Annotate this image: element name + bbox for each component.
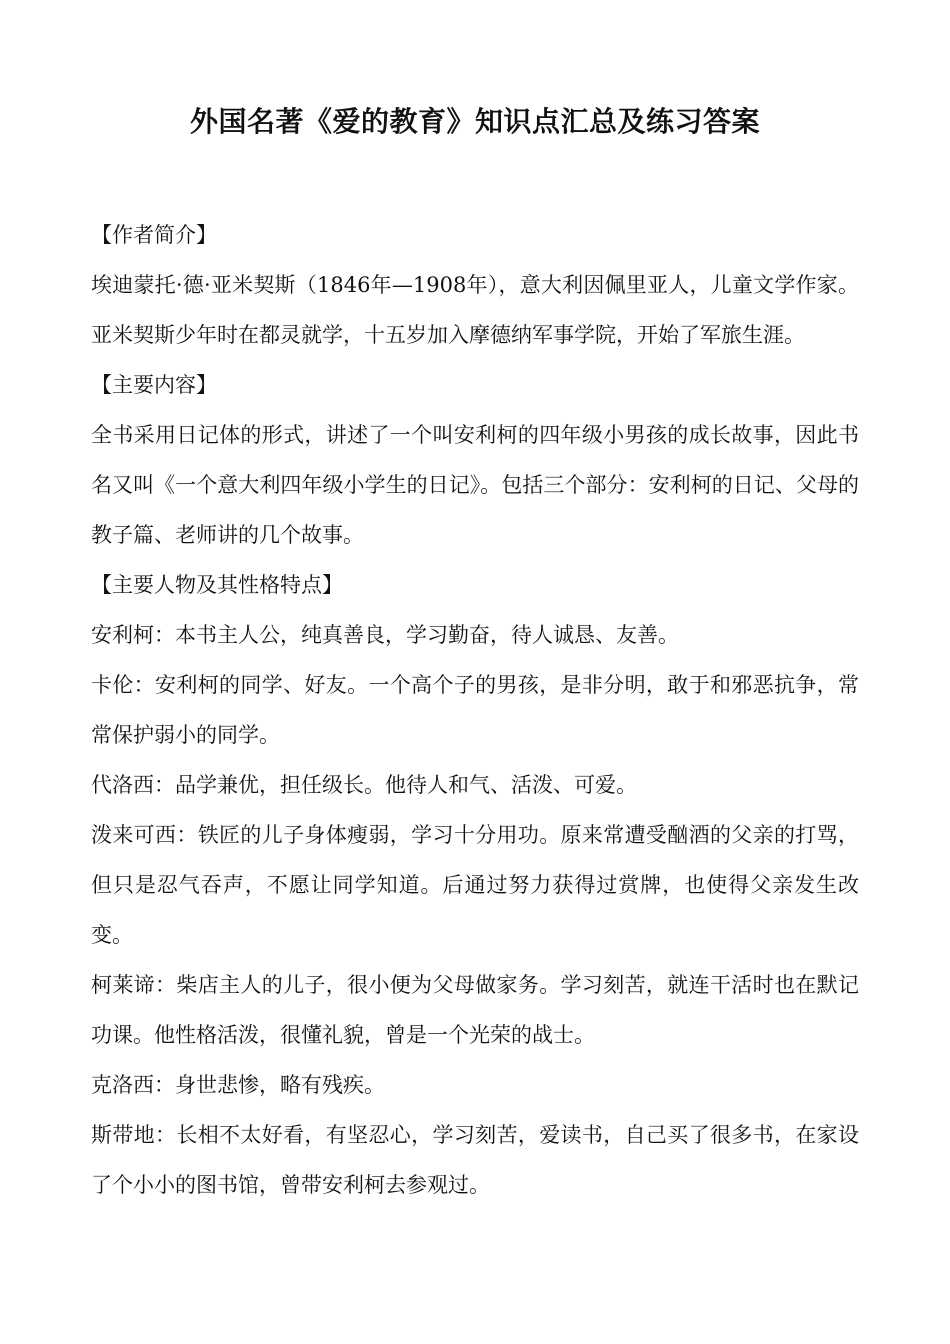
character-crossi: 克洛西：身世悲惨，略有残疾。 <box>91 1073 385 1097</box>
document-body <box>91 210 859 1210</box>
section-heading-author: 【作者简介】 <box>91 223 217 247</box>
character-garrone: 卡伦：安利柯的同学、好友。一个高个子的男孩，是非分明，敢于和邪恶抗争，常常保护弱小的同学。 <box>91 673 859 747</box>
character-coretti: 柯莱谛：柴店主人的儿子，很小便为父母做家务。学习刻苦，就连干活时也在默记功课。他性格活泼，很懂礼貌，曾是一个光荣的战士。 <box>91 973 859 1047</box>
character-precossi: 泼来可西：铁匠的儿子身体瘦弱，学习十分用功。原来常遭受酗酒的父亲的打骂，但只是忍气吞声，不愿让同学知道。后通过努力获得过赏牌，也使得父亲发生改变。 <box>91 823 859 947</box>
summary-paragraph: 全书采用日记体的形式，讲述了一个叫安利柯的四年级小男孩的成长故事，因此书名又叫《一个意大利四年级小学生的日记》。包括三个部分：安利柯的日记、父母的教子篇、老师讲的几个故事。 <box>91 423 859 547</box>
document-title: 外国名著《爱的教育》知识点汇总及练习答案 <box>189 105 760 138</box>
character-derossi: 代洛西：品学兼优，担任级长。他待人和气、活泼、可爱。 <box>91 773 637 797</box>
character-enrico: 安利柯：本书主人公，纯真善良，学习勤奋，待人诚恳、友善。 <box>91 623 679 647</box>
character-stardi: 斯带地：长相不太好看，有坚忍心，学习刻苦，爱读书，自己买了很多书，在家设了个小小的图书馆，曾带安利柯去参观过。 <box>91 1123 859 1197</box>
section-heading-characters: 【主要人物及其性格特点】 <box>91 573 343 597</box>
author-paragraph: 埃迪蒙托·德·亚米契斯（1846年—1908年），意大利因佩里亚人，儿童文学作家。亚米契斯少年时在都灵就学，十五岁加入摩德纳军事学院，开始了军旅生涯。 <box>91 273 859 347</box>
section-heading-summary: 【主要内容】 <box>91 373 217 397</box>
